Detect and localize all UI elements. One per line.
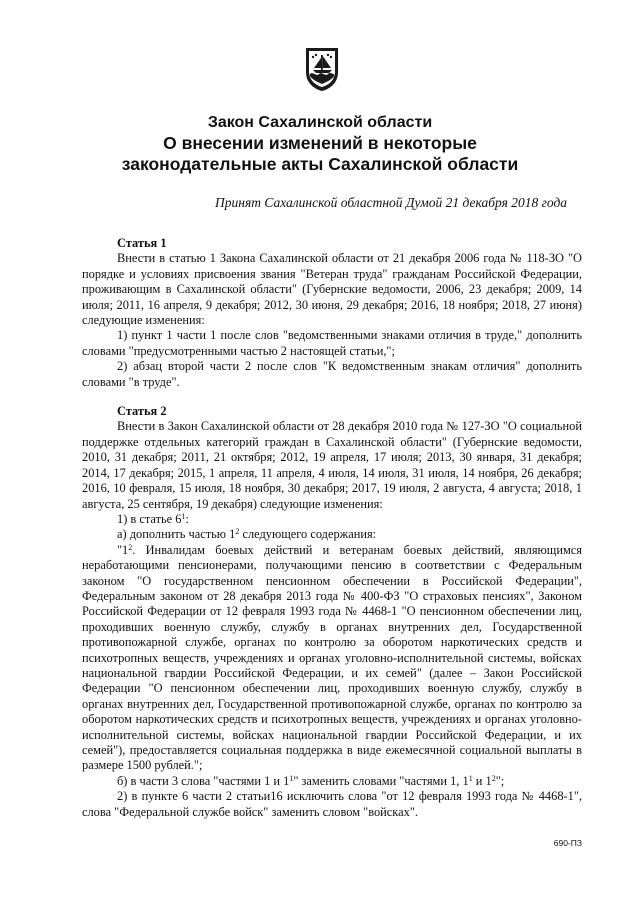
document-code: 690-ПЗ (553, 838, 582, 848)
title-line-3: законодательные акты Сахалинской области (121, 154, 519, 174)
spacer (82, 390, 582, 404)
sakhalin-coat-of-arms-icon (303, 46, 341, 92)
law-body (82, 236, 582, 820)
article-2-item-2: 2) в пункте 6 части 2 статьи16 исключить слова "от 12 февраля 1993 года № 4468-1", слова "Федеральной службе войск" заменить словом "войсках". (82, 789, 582, 819)
article-2-item-1: 1) в статье $6^1$: (117, 511, 189, 526)
article-2-quoted-part: "$1^2$. Инвалидам боевых действий и ветеранам боевых действий, являющимся неработающими пенсионерами, получающими пенсию в соответствии с Федеральным законом "О государственном пенсионном обеспечении в Российской Федерации", Федеральным законом от 28 декабря 2013 года № 400-ФЗ "О страховых пенсиях", Законом Российской Федерации от 12 февраля 1993 года № 4468-1 "О пенсионном обеспечении лиц, проходивших военную службу, службу в органах внутренних дел, Государственной противопожарной службе, органах по контролю за оборотом наркотических средств и психотропных веществ, учреждениях и органах уголовно-исполнительной системы, войсках национальной гвардии Российской Федерации, и их семей" (далее – Закон Российской Федерации "О пенсионном обеспечении лиц, проходивших военную службу, службу в органах внутренних дел, Государственной противопожарной службе, органах по контролю за оборотом наркотических средств и психотропных веществ, учреждениях и органах уголовно-исполнительной системы, войсках национальной гвардии Российской Федерации, и их семей"), предоставляется социальная поддержка в виде ежемесячной социальной выплаты в размере 1500 рублей."; (82, 542, 582, 773)
article-1-intro: Внести в статью 1 Закона Сахалинской области от 21 декабря 2006 года № 118-ЗО "О порядке и условиях присвоения звания "Ветеран труда" гражданам Российской Федерации, проживающим в Сахалинской области" (Губернские ведомости, 2006, 23 декабря; 2009, 14 июля; 2011, 16 апреля, 9 декабря; 2012, 30 июня, 29 декабря; 2016, 18 ноября; 2018, 27 июня) следующие изменения: (82, 251, 582, 328)
law-title (0, 113, 640, 175)
title-line-2: О внесении изменений в некоторые (163, 133, 477, 153)
article-1-heading: Статья 1 (117, 236, 167, 250)
article-2-intro: Внести в Закон Сахалинской области от 28 декабря 2010 года № 127-ЗО "О социальной поддержке отдельных категорий граждан в Сахалинской области" (Губернские ведомости, 2010, 31 декабря; 2011, 21 октября; 2012, 19 апреля, 17 июля; 2013, 30 января, 31 декабря; 2014, 17 декабря; 2015, 1 апреля, 11 апреля, 4 июля, 14 июля, 31 июля, 14 ноября, 26 декабря; 2016, 10 февраля, 15 июля, 18 ноября, 30 декабря; 2017, 19 июля, 2 августа, 4 августа; 2018, 1 августа, 25 сентября, 19 декабря) следующие изменения: (82, 419, 582, 511)
article-2-heading: Статья 2 (117, 404, 167, 419)
article-1-item-2: 2) абзац второй части 2 после слов "К ведомственным знакам отличия" дополнить словами "в труде". (82, 359, 582, 389)
article-2-sub-b: б) в части 3 слова "частями 1 и $1^1$" заменить словами "частями 1, $1^1$ и $1^2$"; (117, 773, 505, 788)
article-1-item-1: 1) пункт 1 части 1 после слов "ведомственными знаками отличия в труде," дополнить словами "предусмотренными частью 2 настоящей статьи,"; (82, 328, 582, 358)
title-line-1: Закон Сахалинской области (207, 114, 433, 131)
article-2-sub-a: а) дополнить частью $1^2$ следующего содержания: (117, 527, 377, 542)
adoption-note: Принят Сахалинской областной Думой 21 декабря 2018 года (215, 195, 568, 210)
